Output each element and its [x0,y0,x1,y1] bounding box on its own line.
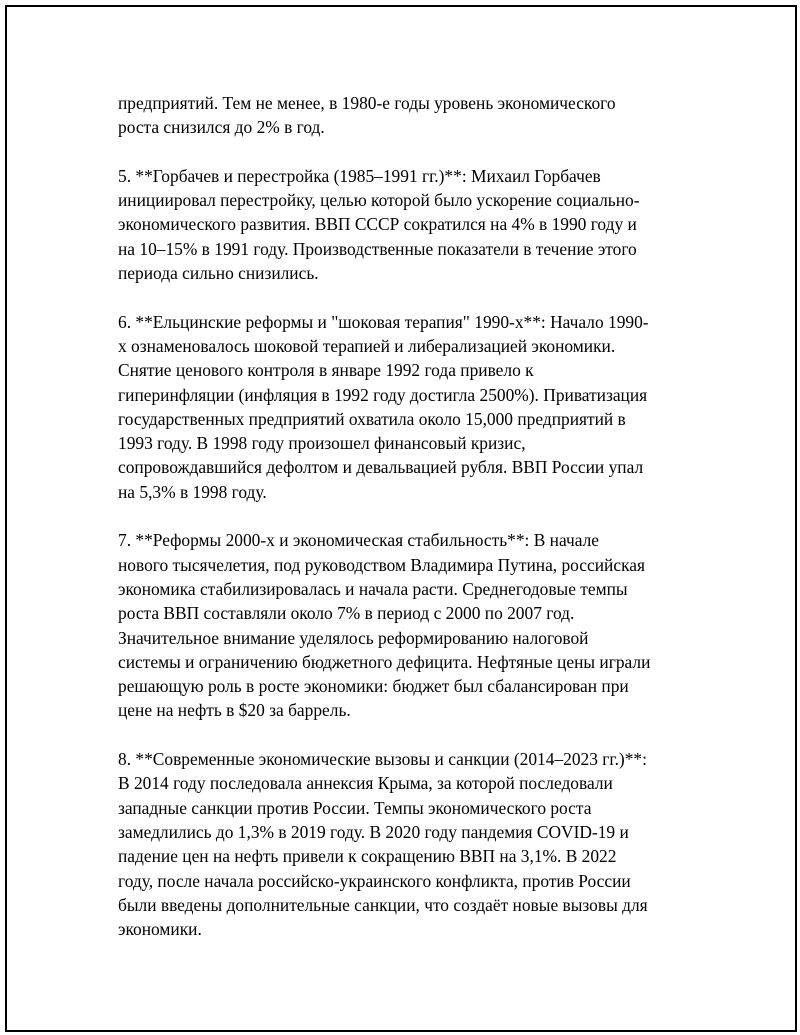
text-line: системы и ограничению бюджетного дефицита. Нефтяные цены играли [118,651,651,672]
text-line: 8. **Современные экономические вызовы и санкции (2014–2023 гг.)**: [118,749,647,770]
text-line: Значительное внимание уделялось реформированию налоговой [118,627,589,648]
paragraph-continuation [118,91,688,140]
text-line: на 5,3% в 1998 году. [118,481,267,502]
text-line: на 10–15% в 1991 году. Производственные показатели в течение этого [118,238,637,259]
text-line: инициировал перестройку, целью которой было ускорение социально- [118,190,640,211]
text-line: предприятий. Тем не менее, в 1980-е годы уровень экономического [118,93,616,113]
text-line: Снятие ценового контроля в январе 1992 года привело к [118,360,534,381]
text-line: замедлились до 1,3% в 2019 году. В 2020 году пандемия COVID-19 и [118,821,629,842]
text-line: решающую роль в росте экономики: бюджет был сбалансирован при [118,676,629,697]
text-line: 1993 году. В 1998 году произошел финансовый кризис, [118,433,526,454]
text-line: западные санкции против России. Темпы экономического роста [118,797,592,818]
text-line: цене на нефть в $20 за баррель. [118,700,351,721]
text-line: году, после начала российско-украинского конфликта, против России [118,870,631,891]
text-line: 7. **Реформы 2000-х и экономическая стабильность**: В начале [118,530,599,551]
text-line: экономического развития. ВВП СССР сократился на 4% в 1990 году и [118,214,637,235]
document-body [118,91,688,966]
text-line: периода сильно снизились. [118,263,319,284]
text-line: государственных предприятий охватила около 15,000 предприятий в [118,408,626,429]
text-line: падение цен на нефть привели к сокращению ВВП на 3,1%. В 2022 [118,846,617,867]
text-line: х ознаменовалось шоковой терапией и либерализацией экономики. [118,335,616,356]
text-line: В 2014 году последовала аннексия Крыма, за которой последовали [118,773,613,794]
text-line: нового тысячелетия, под руководством Владимира Путина, российская [118,554,645,575]
text-line: 5. **Горбачев и перестройка (1985–1991 гг.)**: Михаил Горбачев [118,165,601,186]
text-line: экономика стабилизировалась и начала расти. Среднегодовые темпы [118,578,628,599]
text-line: были введены дополнительные санкции, что создаёт новые вызовы для [118,894,648,915]
text-line: роста снизился до 2% в год. [118,117,325,138]
text-line: гиперинфляции (инфляция в 1992 году достигла 2500%). Приватизация [118,384,648,405]
text-line: сопровождавшийся дефолтом и девальвацией рубля. ВВП России упал [118,457,644,478]
paragraph-modern-challenges [118,747,688,941]
text-line: роста ВВП составляли около 7% в период с 2000 по 2007 год. [118,603,575,624]
paragraph-yeltsin [118,310,688,504]
paragraph-gorbachev [118,164,688,285]
paragraph-2000s-reforms [118,528,688,722]
text-line: экономики. [118,919,202,940]
text-line: 6. **Ельцинские реформы и "шоковая терапия" 1990-х**: Начало 1990- [118,311,649,332]
